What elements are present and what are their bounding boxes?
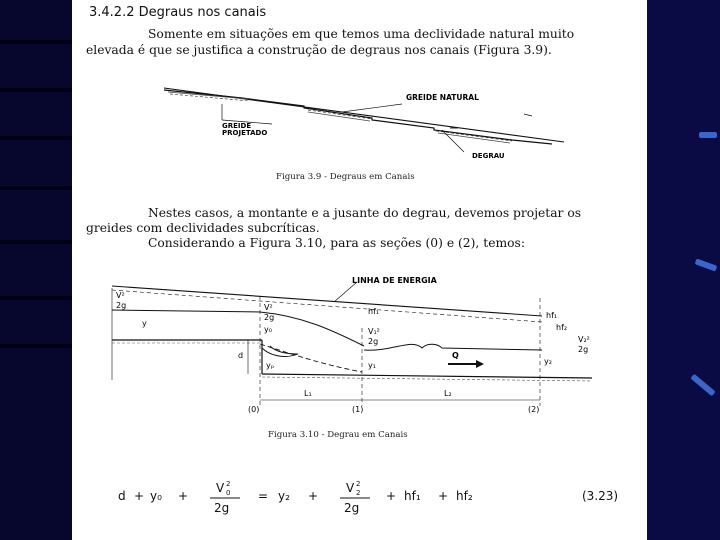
- eq-plus-5: +: [438, 489, 449, 503]
- dash-decoration: [699, 132, 717, 138]
- label-l2: L₂: [444, 389, 452, 398]
- label-greide-natural: GREIDE NATURAL: [406, 93, 479, 102]
- label-projetado: PROJETADO: [222, 129, 268, 137]
- eq-2g-1: 2g: [214, 501, 230, 515]
- paragraph2-line1: Nestes casos, a montante e a jusante do degrau, devemos projetar os: [148, 206, 582, 220]
- upstream-water-surface: [112, 310, 364, 346]
- eq-v0-sub: 0: [226, 489, 231, 497]
- label-hf1: hf₁: [368, 307, 380, 316]
- paragraph1-line1: Somente em situações em que temos uma declividade natural muito: [148, 27, 575, 41]
- nappe-lower: [260, 344, 362, 372]
- label-section-2: (2): [528, 405, 540, 414]
- eq-y0: y₀: [150, 489, 162, 503]
- eq-v0: V: [216, 481, 225, 495]
- label-y: y: [142, 319, 147, 328]
- label-2g-sec1: 2g: [368, 337, 379, 346]
- section-title: 3.4.2.2 Degraus nos canais: [89, 5, 267, 20]
- label-q: Q: [452, 351, 459, 360]
- equation-3-23: [112, 448, 642, 528]
- eq-plus-1: +: [134, 489, 145, 503]
- stripe-decoration: [0, 186, 72, 190]
- label-2g: 2g: [116, 301, 127, 310]
- eq-plus-4: +: [386, 489, 397, 503]
- eq-plus-2: +: [178, 489, 189, 503]
- leader-linha-energia: [334, 282, 357, 302]
- energy-line-dashed: [112, 290, 542, 322]
- label-d: d: [238, 351, 244, 360]
- eq-hf2: hf₂: [456, 489, 473, 503]
- dash-decoration: [695, 258, 718, 271]
- label-y0: y₀: [264, 325, 272, 334]
- stripe-decoration: [0, 240, 72, 244]
- eq-y2: y₂: [278, 489, 290, 503]
- eq-v2: V: [346, 481, 355, 495]
- label-section-0: (0): [248, 405, 260, 414]
- eq-plus-3: +: [308, 489, 319, 503]
- paragraph1-line2: elevada é que se justifica a construção de degraus nos canais (Figura 3.9).: [86, 43, 552, 57]
- stripe-decoration: [0, 88, 72, 92]
- downstream-bed: [262, 374, 592, 378]
- eq-hf1: hf₁: [404, 489, 421, 503]
- paragraph2-line2: greides com declividades subcríticas.: [86, 221, 320, 235]
- eq-v2-sup: 2: [356, 480, 361, 488]
- label-y1: y₁: [368, 361, 376, 370]
- leader-natural: [342, 104, 402, 112]
- eq-equals: =: [258, 489, 269, 503]
- eq-d: d: [118, 489, 126, 503]
- left-background-band: [0, 0, 72, 540]
- label-hf2: hf₂: [556, 323, 568, 332]
- label-2g-sec2: 2g: [578, 345, 589, 354]
- label-section-1: (1): [352, 405, 364, 414]
- label-y2: y₂: [544, 357, 552, 366]
- stripe-decoration: [0, 344, 72, 348]
- label-v1: V₁²: [368, 327, 380, 336]
- dash-decoration: [690, 374, 715, 397]
- label-v2: V²: [116, 291, 125, 300]
- label-yp: yₚ: [266, 361, 275, 370]
- label-degrau: DEGRAU: [472, 152, 505, 160]
- figure-3-9-diagram: [72, 74, 647, 184]
- label-linha-energia: LINHA DE ENERGIA: [352, 276, 437, 285]
- figure-3-9-caption: Figura 3.9 - Degraus em Canais: [276, 172, 415, 182]
- stripe-decoration: [0, 40, 72, 44]
- eq-v2-sub: 2: [356, 489, 361, 497]
- label-hf1-right: hf₁: [546, 311, 558, 320]
- label-v2s: V₂²: [578, 335, 590, 344]
- document-page: [72, 0, 647, 540]
- eq-2g-2: 2g: [344, 501, 360, 515]
- flow-arrow-head: [476, 360, 484, 368]
- eq-number: (3.23): [582, 489, 619, 503]
- paragraph2-line3: Considerando a Figura 3.10, para as seções (0) e (2), temos:: [148, 236, 525, 250]
- downstream-water-surface: [364, 344, 542, 350]
- figure-3-10-caption: Figura 3.10 - Degrau em Canais: [268, 430, 408, 440]
- stripe-decoration: [0, 136, 72, 140]
- label-greide: GREIDE: [222, 122, 252, 130]
- stripe-decoration: [0, 296, 72, 300]
- label-2g-sec0: 2g: [264, 313, 275, 322]
- eq-v0-sup: 2: [226, 480, 231, 488]
- right-background-band: [647, 0, 720, 540]
- roller-vortex: [262, 346, 298, 356]
- energy-line: [112, 286, 542, 316]
- label-v2-sec0: V²: [264, 303, 273, 312]
- label-l1: L₁: [304, 389, 312, 398]
- slope-tick: [524, 114, 532, 116]
- figure-3-10-diagram: [72, 268, 647, 428]
